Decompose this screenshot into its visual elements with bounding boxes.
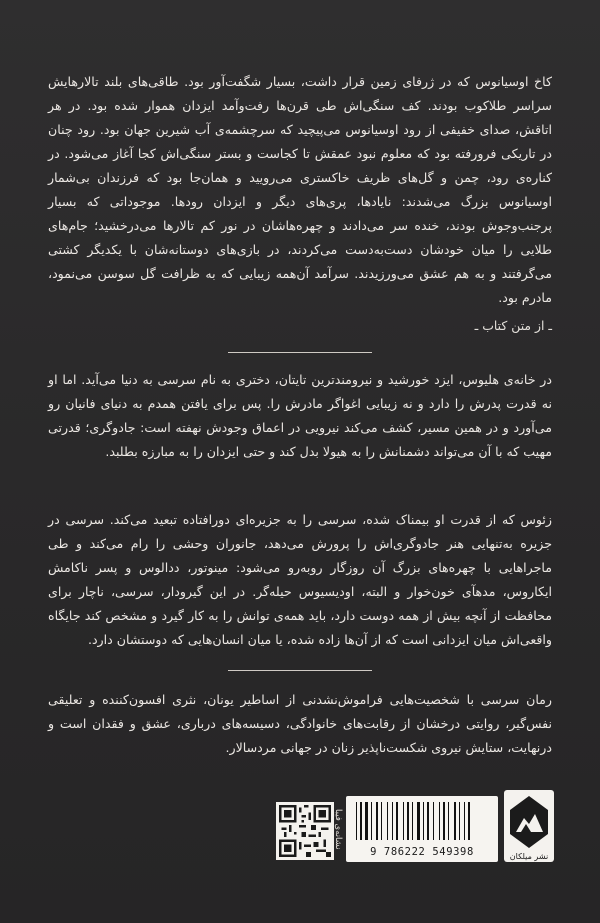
synopsis-paragraph-2: زئوس که از قدرت او بیمناک شده، سرسی را به جزیره‌ای دورافتاده تبعید می‌کند. سرسی در جزیره به‌تنهایی هنر جادوگری‌اش را پرورش می‌دهد، جانوران وحشی را رام می‌کند و طی ماجراهایی با چهره‌های بزرگ آن روزگار روبه‌رو می‌شود: مینوتور، ددالوس و پسر ناکامش ایکاروس، مدهآی خون‌خوار و البته، اودیسیوس حیله‌گر. در این گیرودار، سرسی، ناچار برای محافظت از آنچه بیش از همه دوست دارد، باید همه‌ی توانش را به کار گیرد و مشخص کند جایگاه واقعی‌اش میان ایزدانی است که از آن‌ها زاده شده، یا میان انسان‌هایی که دوستشان دارد. (48, 512, 552, 647)
book-blurb: رمان سرسی با شخصیت‌هایی فراموش‌نشدنی از اساطیر یونان، نثری افسون‌کننده و تعلیقی نفس‌گیر، روایتی درخشان از رقابت‌های خانوادگی، دسیسه‌های درباری، عشق و فقدان است و درنهایت، ستایش نیروی شکست‌ناپذیر زنان در جهانی مردسالار. (48, 692, 552, 755)
synopsis-paragraph-1: در خانه‌ی هلیوس، ایزد خورشید و نیرومندترین تایتان، دختری به نام سرسی به دنیا می‌آید. اما او نه قدرت پدرش را دارد و نه زیبایی اغواگر مادرش را. پس برای یافتن همدم به دنیای فانیان رو می‌آورد و در همین مسیر، کشف می‌کند نیرویی در اعماق وجودش نهفته است: جادوگری؛ قدرتی مهیب که با آن می‌تواند دشمنانش را به هیولا بدل کند و حتی ایزدان را به مبارزه بطلبد. (48, 372, 552, 459)
excerpt-source: ـ از متن کتاب ـ (474, 318, 552, 333)
section-divider (228, 352, 372, 353)
qr-code (276, 802, 334, 860)
publisher-name: نشر میلکان (509, 852, 549, 861)
qr-caption: نشانه‌ی فیبا (333, 808, 343, 850)
section-divider (228, 670, 372, 671)
isbn-number: 9 786222 549398 (370, 846, 474, 858)
book-excerpt: کاخ اوسیانوس که در ژرفای زمین قرار داشت، بسیار شگفت‌آور بود. طاقی‌های بلند تالارهایش سراسر طلاکوب بودند. کف سنگی‌اش طی قرن‌ها رفت‌وآمد ایزدان هموار شده بود. در هر اتاقش، صدای خفیفی از رود اوسیانوس می‌پیچید که سرچشمه‌ی آب شیرین جهان بود. رود چنان در تاریکی فرورفته بود که معلوم نبود عمقش تا کجاست و بستر سنگی‌اش کجا آغاز می‌شود. در کناره‌ی رود، چمن و گل‌های ظریف خاکستری می‌رویید و همان‌جا بود که فرزندان بی‌شمار اوسیانوس بزرگ می‌شدند: نایادها، پری‌های دیگر و ایزدان رودها. موجوداتی که بسیار پرجنب‌وجوش بودند، خنده سر می‌دادند و چهره‌هاشان در نور کم تالارها می‌درخشید؛ جام‌های طلایی را میان خودشان دست‌به‌دست می‌کردند، در بازی‌های دوستانه‌شان با یکدیگر کشتی می‌گرفتند و به هم عشق می‌ورزیدند. سرآمد آن‌همه زیبایی که به ظرافت گل سوسن می‌نمود، مادرم بود. (48, 74, 552, 305)
